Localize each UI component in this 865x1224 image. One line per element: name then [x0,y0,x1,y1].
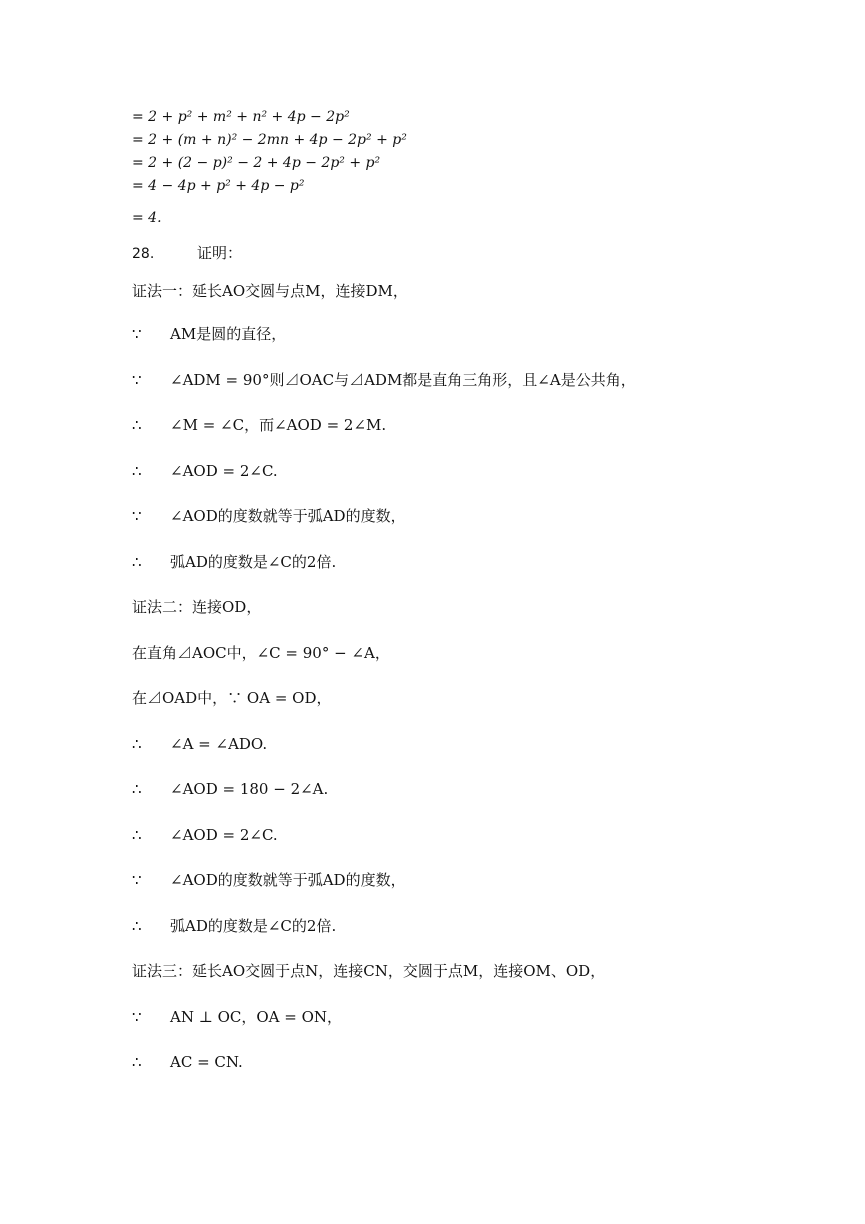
because-symbol: ∵ [132,371,142,389]
calc-line-2: = 2 + (m + n)² − 2mn + 4p − 2p² + p² [132,132,407,148]
therefore-symbol: ∴ [132,553,142,571]
proof-line [132,370,636,390]
proof-text: 证法一：延长AO交圆与点M，连接DM， [132,282,408,300]
proof-line [132,597,261,617]
proof-text: 弧AD的度数是∠C的2倍. [170,917,337,935]
proof-text: 证法三：延长AO交圆于点N，连接CN，交圆于点M，连接OM、OD， [132,962,606,980]
proof-text: ∠AOD = 2∠C. [170,462,278,480]
therefore-symbol: ∴ [132,416,142,434]
because-symbol: ∵ [132,871,142,889]
proof-line [132,779,328,799]
proof-line [132,324,286,344]
therefore-symbol: ∴ [132,462,142,480]
proof-text: ∠AOD = 2∠C. [170,826,278,844]
question-number: 28. [132,246,155,262]
proof-line [132,415,386,435]
therefore-symbol: ∴ [132,735,142,753]
proof-text: ∠AOD = 180 − 2∠A. [170,780,329,798]
because-symbol: ∵ [132,325,142,343]
calc-line-3: = 2 + (2 − p)² − 2 + 4p − 2p² + p² [132,155,381,171]
proof-text: 在直角⊿AOC中，∠C = 90° − ∠A， [132,644,390,662]
proof-line [132,1007,342,1027]
calc-line-4: = 4 − 4p + p² + 4p − p² [132,178,305,194]
proof-line [132,870,406,890]
proof-text: AN ⊥ OC，OA = ON， [170,1008,343,1026]
proof-text: AM是圆的直径， [170,325,287,343]
proof-line [132,643,390,663]
proof-text: ∠AOD的度数就等于弧AD的度数， [170,507,406,525]
calc-line-1: = 2 + p² + m² + n² + 4p − 2p² [132,109,350,125]
proof-line [132,825,278,845]
calc-line-5: = 4. [132,210,162,226]
proof-text: AC = CN. [170,1053,243,1071]
because-symbol: ∵ [132,1008,142,1026]
proof-line [132,281,408,301]
proof-line [132,1052,243,1072]
therefore-symbol: ∴ [132,1053,142,1071]
question-title: 证明： [197,244,243,262]
question-header [132,243,242,264]
proof-line [132,552,336,572]
proof-line [132,961,605,981]
proof-text: ∠A = ∠ADO. [170,735,268,753]
proof-text: ∠ADM = 90°则⊿OAC与⊿ADM都是直角三角形，且∠A是公共角， [170,371,636,389]
proof-text: ∠AOD的度数就等于弧AD的度数， [170,871,406,889]
proof-text: 证法二：连接OD， [132,598,262,616]
proof-text: 在⊿OAD中，∵ OA = OD， [132,689,332,707]
proof-line [132,688,331,708]
proof-line [132,461,278,481]
therefore-symbol: ∴ [132,826,142,844]
therefore-symbol: ∴ [132,917,142,935]
therefore-symbol: ∴ [132,780,142,798]
proof-line [132,506,406,526]
proof-text: ∠M = ∠C，而∠AOD = 2∠M. [170,416,387,434]
proof-text: 弧AD的度数是∠C的2倍. [170,553,337,571]
because-symbol: ∵ [132,507,142,525]
proof-line [132,916,336,936]
proof-line [132,734,267,754]
